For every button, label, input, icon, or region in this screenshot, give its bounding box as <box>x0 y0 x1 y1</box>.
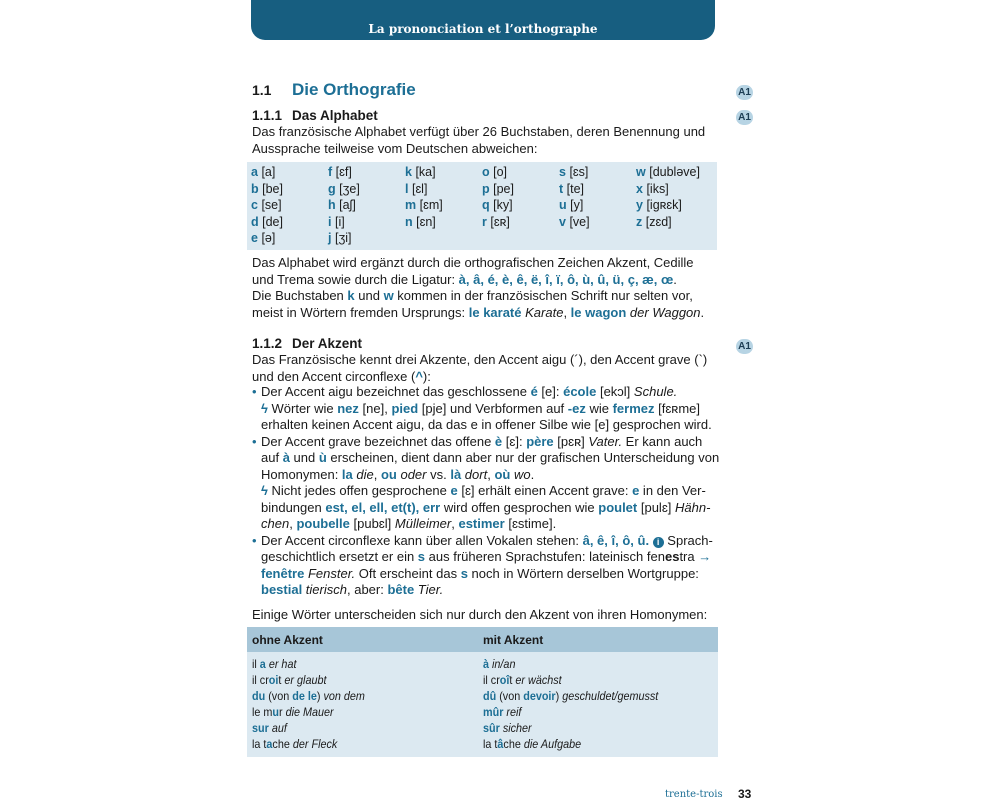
page-number: 33 <box>738 787 752 801</box>
lightning-icon: ϟ <box>261 400 268 416</box>
table-cell: du (von de le) von dem <box>252 689 365 703</box>
list-item: • Der Accent grave bezeichnet das offene è [ɛ]: père [pɛʀ] Vater. Er kann auch auf à und ù erscheinen, dient dann aber nur der grafischen Unterscheidung von Homonymen: la die, ou oder vs. là dort, où wo. ϟ Nicht jedes offen gesprochene e [ɛ] erhält einen Accent grave: e in den Ver- bindungen est, el, ell, et(t), err wird offen gesprochen wie poulet [pulɛ] Hähn- chen, poubelle [pubɛl] Mülleimer, estimer [ɛstime]. <box>252 434 722 533</box>
alphabet-letter: l [ɛl] <box>405 181 428 196</box>
alphabet-letter: x [iks] <box>636 181 669 196</box>
alphabet-letter: t [te] <box>559 181 585 196</box>
alphabet-letter: o [o] <box>482 165 508 179</box>
list-item: • Der Accent aigu bezeichnet das geschlossene é [e]: école [ekɔl] Schule. ϟ Wörter wie nez [ne], pied [pje] und Verbformen auf -ez wie fermez [fɛʀme] erhalten keinen Accent aigu, da das e in offener Silbe wie [e] gesprochen wird. <box>252 384 722 434</box>
alphabet-letter: w [dubləve] <box>636 165 700 179</box>
level-badge: A1 <box>736 339 753 354</box>
paragraph: Das Alphabet wird ergänzt durch die orthografischen Zeichen Akzent, Cedille und Trema sowie durch die Ligatur: à, â, é, è, ê, ë, î, ï, ô, ù, û, ü, ç, æ, œ. Die Buchstaben k und w kommen in der französischen Schrift nur selten vor, meist in Wörtern fremden Ursprungs: le karaté Karate, le wagon der Waggon. <box>252 255 705 320</box>
page-number-word: trente-trois <box>665 789 723 800</box>
table-cell: il croit er glaubt <box>252 673 327 687</box>
column-header: mit Akzent <box>483 633 544 647</box>
alphabet-letter: f [ɛf] <box>328 165 352 179</box>
alphabet-letter: z [zɛd] <box>636 214 672 229</box>
level-badge: A1 <box>736 85 753 100</box>
section-heading <box>252 80 416 100</box>
table-cell: il croît er wächst <box>483 673 562 687</box>
alphabet-table <box>247 162 717 250</box>
paragraph: Einige Wörter unterscheiden sich nur durch den Akzent von ihren Homonymen: <box>252 607 708 622</box>
table-header <box>247 627 718 652</box>
list-item: • Der Accent circonflexe kann über allen Vokalen stehen: â, ê, î, ô, û. i Sprach- geschichtlich ersetzt er ein s aus früheren Sprachstufen: lateinisch fenestra → fenêtre Fenster. Oft erscheint das s noch in Wörtern derselben Wortgruppe: bestial tierisch, aber: bête Tier. <box>252 533 722 599</box>
level-badge: A1 <box>736 110 753 125</box>
arrow-icon: → <box>698 549 712 564</box>
alphabet-letter: j [ʒi] <box>328 231 352 245</box>
table-cell: sur auf <box>252 721 287 735</box>
table-cell: sûr sicher <box>483 721 532 735</box>
alphabet-letter: h [aʃ] <box>328 198 356 212</box>
column-header: ohne Akzent <box>252 633 323 647</box>
subsection-title: Das Alphabet <box>292 108 378 123</box>
homonym-table <box>247 627 718 757</box>
table-cell: mûr reif <box>483 705 522 719</box>
alphabet-letter: u [y] <box>559 198 584 212</box>
alphabet-letter: b [be] <box>251 181 283 196</box>
alphabet-letter: s [ɛs] <box>559 165 589 179</box>
alphabet-letter: q [ky] <box>482 198 513 212</box>
alphabet-letter: g [ʒe] <box>328 181 360 196</box>
section-title: Die Orthografie <box>292 80 416 99</box>
alphabet-letter: a [a] <box>251 165 276 179</box>
alphabet-letter: k [ka] <box>405 165 436 179</box>
alphabet-letter: r [ɛʀ] <box>482 214 510 229</box>
accent-list <box>252 384 722 599</box>
subsection-heading <box>252 108 378 123</box>
alphabet-letter: y [igʀɛk] <box>636 198 682 212</box>
alphabet-letter: i [i] <box>328 214 345 229</box>
paragraph: Das französische Alphabet verfügt über 26 Buchstaben, deren Benennung und Aussprache teilweise vom Deutschen abweichen: <box>252 124 706 156</box>
section-number: 1.1 <box>252 82 272 98</box>
alphabet-letter: v [ve] <box>559 214 590 229</box>
table-cell: la tâche die Aufgabe <box>483 737 582 751</box>
table-cell: dû (von devoir) geschuldet/gemusst <box>483 689 659 703</box>
chapter-header <box>251 0 715 40</box>
table-cell: à in/an <box>483 657 516 671</box>
alphabet-letter: e [ə] <box>251 231 276 245</box>
alphabet-letter: c [se] <box>251 198 282 212</box>
lightning-icon: ϟ <box>261 483 268 498</box>
info-icon: i <box>653 537 664 548</box>
table-cell: il a er hat <box>252 657 297 671</box>
table-cell: la tache der Fleck <box>252 737 338 751</box>
subsection-number: 1.1.1 <box>252 108 283 123</box>
paragraph: Das Französische kennt drei Akzente, den Accent aigu (´), den Accent grave (`) und den Accent circonflexe (^): <box>252 352 708 384</box>
alphabet-letter: d [de] <box>251 214 283 229</box>
alphabet-letter: n [ɛn] <box>405 214 436 229</box>
chapter-title: La prononciation et l’orthographe <box>368 22 598 36</box>
alphabet-letter: p [pe] <box>482 181 514 196</box>
subsection-heading: 1.1.2 Der Akzent <box>252 336 363 351</box>
alphabet-letter: m [ɛm] <box>405 198 443 212</box>
table-cell: le mur die Mauer <box>252 705 334 719</box>
